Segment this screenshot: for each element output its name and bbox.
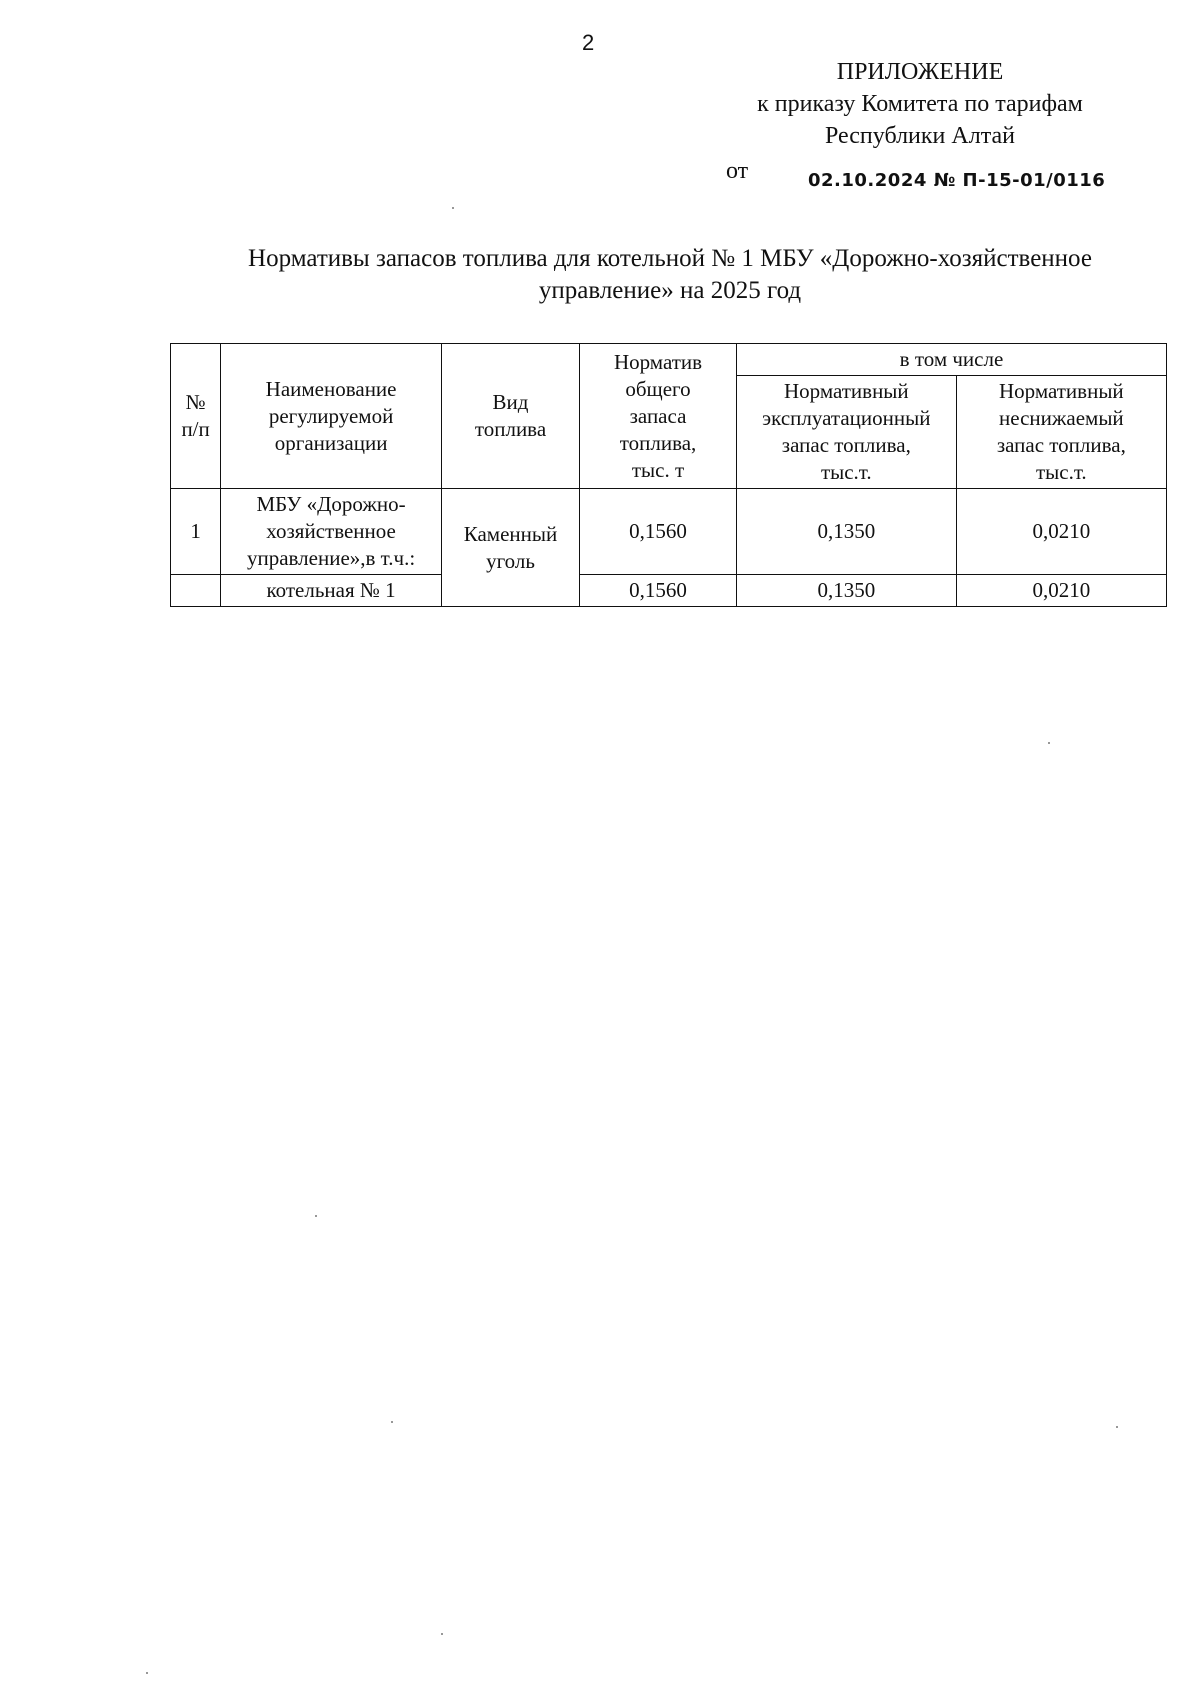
document-title-line-1: Нормативы запасов топлива для котельной № 1 МБУ «Дорожно-хозяйственное xyxy=(248,245,1092,272)
header-operational-reserve: Нормативный эксплуатационный запас топлива, тыс.т. xyxy=(736,376,956,489)
row-org: МБУ «Дорожно- хозяйственное управление»,в т.ч.: xyxy=(221,489,442,575)
table-row xyxy=(171,575,1167,607)
row-fuel-type: Каменный уголь xyxy=(441,489,579,607)
header-minimum-reserve: Нормативный неснижаемый запас топлива, тыс.т. xyxy=(956,376,1166,489)
appendix-order-ref: к приказу Комитета по тарифам xyxy=(757,91,1083,117)
row-total-reserve: 0,1560 xyxy=(580,575,737,607)
appendix-region: Республики Алтай xyxy=(825,123,1015,149)
header-fuel-type: Вид топлива xyxy=(441,344,579,489)
row-operational-reserve: 0,1350 xyxy=(736,575,956,607)
scan-speck xyxy=(441,1633,443,1635)
row-num: 1 xyxy=(171,489,221,575)
scan-speck xyxy=(1048,742,1050,744)
scan-speck xyxy=(391,1421,393,1423)
order-date-number: 02.10.2024 № П-15-01/0116 xyxy=(808,170,1106,191)
row-minimum-reserve: 0,0210 xyxy=(956,489,1166,575)
appendix-header xyxy=(700,56,1140,152)
header-num: № п/п xyxy=(171,344,221,489)
row-num xyxy=(171,575,221,607)
fuel-norms-table xyxy=(170,343,1167,607)
scan-speck xyxy=(452,207,454,209)
scan-speck xyxy=(315,1215,317,1217)
document-title-line-2: управление» на 2025 год xyxy=(538,277,802,304)
table-row xyxy=(171,489,1167,575)
header-including: в том числе xyxy=(736,344,1166,376)
header-total-reserve: Норматив общего запаса топлива, тыс. т xyxy=(580,344,737,489)
header-org: Наименование регулируемой организации xyxy=(221,344,442,489)
scan-speck xyxy=(1116,1426,1118,1428)
row-minimum-reserve: 0,0210 xyxy=(956,575,1166,607)
row-org: котельная № 1 xyxy=(221,575,442,607)
scan-speck xyxy=(146,1672,148,1674)
page-number: 2 xyxy=(582,30,595,55)
row-total-reserve: 0,1560 xyxy=(580,489,737,575)
order-prefix: от xyxy=(726,158,749,184)
row-operational-reserve: 0,1350 xyxy=(736,489,956,575)
table-header-row xyxy=(171,344,1167,376)
appendix-title: ПРИЛОЖЕНИЕ xyxy=(836,59,1004,85)
document-title xyxy=(150,243,1190,307)
